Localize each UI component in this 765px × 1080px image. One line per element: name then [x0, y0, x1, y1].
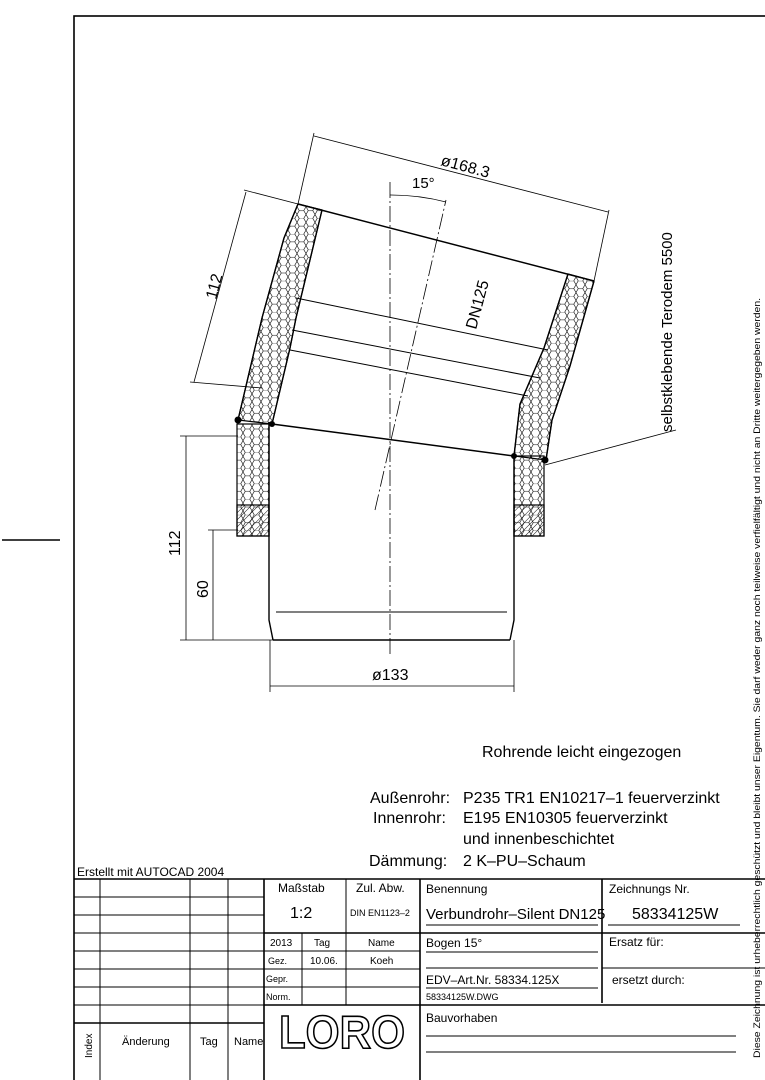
tape-leader-line — [545, 430, 676, 465]
dim-sleeve: 60 — [195, 580, 212, 598]
outer-pipe-value: P235 TR1 EN10217–1 feuerverzinkt — [463, 790, 720, 807]
dim-outer-extension-left — [298, 133, 314, 204]
inner-edge-1 — [296, 298, 548, 350]
joint-point-left-inner — [269, 421, 275, 427]
insulation-label: Dämmung: — [369, 853, 448, 870]
file-name: 58334125W.DWG — [426, 992, 499, 1002]
drawn-date: 10.06. — [310, 956, 338, 967]
project-label: Bauvorhaben — [426, 1011, 498, 1025]
inner-edge-2 — [292, 330, 540, 378]
dim-upper-length: 112 — [203, 271, 227, 302]
norm-label: Norm. — [266, 992, 291, 1002]
tolerance-label: Zul. Abw. — [356, 881, 405, 895]
outer-pipe-label: Außenrohr: — [370, 790, 451, 807]
material-notes — [77, 744, 720, 879]
dim-lower-length: 112 — [167, 530, 184, 556]
upper-pipe-end — [298, 204, 594, 281]
inner-pipe-value-2: und innenbeschichtet — [463, 831, 615, 848]
lower-inner-pipe-right — [510, 456, 514, 640]
tolerance-value: DIN EN1123–2 — [350, 908, 410, 918]
drawn-name: Koeh — [370, 956, 394, 967]
rev-index-label: Index — [84, 1033, 95, 1058]
joint-point-right — [511, 453, 517, 459]
rev-day-label: Tag — [200, 1036, 218, 1048]
end-note: Rohrende leicht eingezogen — [482, 744, 682, 761]
pipe-bend-drawing — [235, 182, 595, 656]
company-logo: LORO — [279, 1006, 405, 1058]
label-dn: DN125 — [463, 278, 493, 332]
insulation-value: 2 K–PU–Schaum — [463, 853, 586, 870]
replaces-label: Ersatz für: — [609, 935, 664, 949]
label-tape: selbstklebende Terodem 5500 — [659, 232, 676, 432]
drawn-label: Gez. — [268, 956, 288, 966]
lower-inner-pipe-left — [269, 422, 273, 640]
dim-outer-extension-right — [594, 210, 609, 281]
year: 2013 — [270, 938, 293, 949]
joint-point-right-outer — [542, 457, 549, 464]
dim-angle: 15° — [412, 175, 435, 192]
rev-name-label: Name — [234, 1036, 264, 1048]
drawing-number-label: Zeichnungs Nr. — [609, 882, 690, 896]
created-with: Erstellt mit AUTOCAD 2004 — [77, 865, 225, 879]
dim-outer-diameter: ø168.3 — [438, 152, 492, 182]
name-label: Benennung — [426, 882, 488, 896]
subtitle: Bogen 15° — [426, 936, 483, 950]
inner-edge-3 — [290, 350, 528, 396]
copyright-note: Diese Zeichnung ist urheberrechtlich geschützt und bleibt unser Eigentum. Sie darf weder ganz noch teilweise verfielfältigt und nicht an Dritte weitergegeben werden. — [752, 386, 762, 1058]
dim-angle-arc — [390, 195, 446, 202]
drawing-number-value: 58334125W — [632, 906, 719, 923]
replaced-by-label: ersetzt durch: — [612, 973, 685, 987]
checked-label: Gepr. — [266, 974, 289, 984]
left-end-cap — [237, 505, 269, 536]
inner-pipe-value: E195 EN10305 feuerverzinkt — [463, 810, 668, 827]
bend-joint-line — [272, 424, 514, 456]
inner-pipe-label: Innenrohr: — [373, 810, 446, 827]
tilted-center-line — [375, 200, 446, 510]
dim-inner-diameter: ø133 — [372, 667, 409, 684]
joint-point-left — [235, 417, 242, 424]
person-label: Name — [368, 938, 395, 949]
scale-value: 1:2 — [290, 905, 313, 922]
rev-change-label: Änderung — [122, 1036, 170, 1048]
name-value: Verbundrohr–Silent DN125 — [426, 906, 606, 923]
scale-label: Maßstab — [278, 881, 325, 895]
day-label: Tag — [314, 938, 331, 949]
title-block — [74, 879, 765, 1080]
upper-right-insulation — [514, 274, 594, 460]
edv-number: EDV–Art.Nr. 58334.125X — [426, 973, 560, 987]
dim-upper-extension-top — [244, 190, 298, 204]
right-end-cap — [514, 505, 544, 536]
